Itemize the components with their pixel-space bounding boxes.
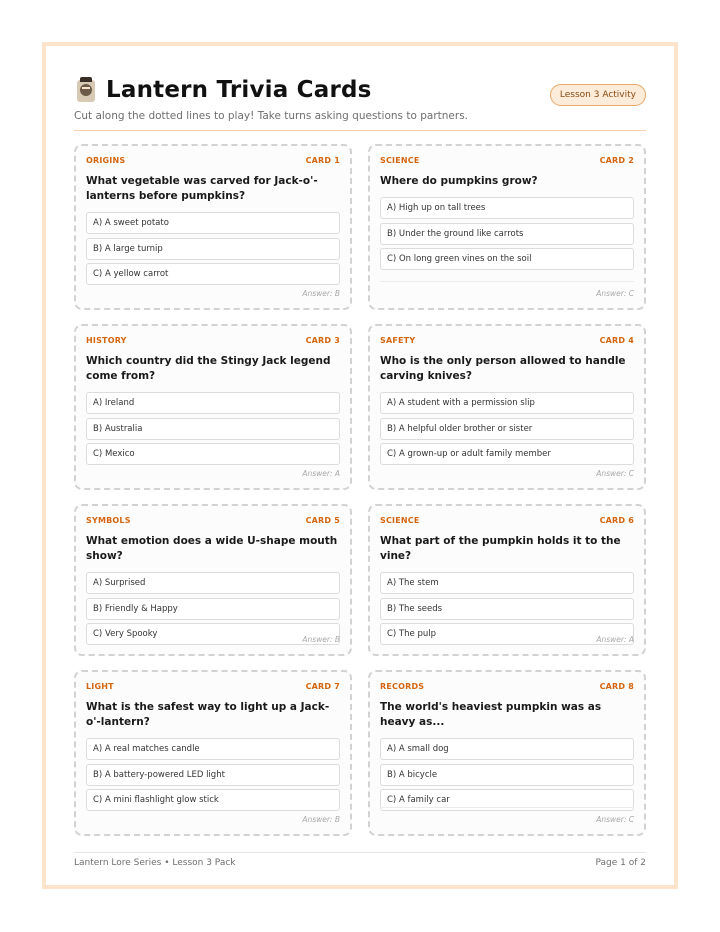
answer-option-a[interactable]: A) Ireland — [86, 392, 340, 414]
answer-option-b[interactable]: B) Under the ground like carrots — [380, 223, 634, 245]
card-number: CARD 7 — [305, 682, 340, 691]
card-category: LIGHT — [86, 682, 114, 691]
card-category: ORIGINS — [86, 156, 126, 165]
trivia-card-7[interactable] — [74, 670, 352, 836]
card-answer: Answer: A — [302, 469, 340, 478]
footer-divider — [74, 852, 646, 853]
trivia-card-4[interactable] — [368, 324, 646, 490]
card-category: HISTORY — [86, 336, 127, 345]
answer-option-b[interactable]: B) A large turnip — [86, 238, 340, 260]
card-number: CARD 4 — [599, 336, 634, 345]
trivia-card-1[interactable] — [74, 144, 352, 310]
card-answer: Answer: A — [596, 635, 634, 644]
card-answer: Answer: C — [596, 289, 634, 298]
card-number: CARD 1 — [305, 156, 340, 165]
card-number: CARD 8 — [599, 682, 634, 691]
answer-divider — [380, 807, 634, 808]
card-answer: Answer: B — [302, 635, 340, 644]
answer-option-c[interactable]: C) Mexico — [86, 443, 340, 465]
card-answer: Answer: C — [596, 815, 634, 824]
answer-option-a[interactable]: A) A student with a permission slip — [380, 392, 634, 414]
answer-option-a[interactable]: A) A sweet potato — [86, 212, 340, 234]
answer-option-b[interactable]: B) Friendly & Happy — [86, 598, 340, 620]
answer-option-c[interactable]: C) Very Spooky — [86, 623, 340, 645]
page-number: Page 1 of 2 — [595, 858, 646, 868]
card-number: CARD 5 — [305, 516, 340, 525]
answer-option-b[interactable]: B) A battery-powered LED light — [86, 764, 340, 786]
answer-option-a[interactable]: A) The stem — [380, 572, 634, 594]
trivia-card-2[interactable] — [368, 144, 646, 310]
answer-option-b[interactable]: B) A helpful older brother or sister — [380, 418, 634, 440]
trivia-card-6[interactable] — [368, 504, 646, 656]
answer-option-a[interactable]: A) A small dog — [380, 738, 634, 760]
card-answer: Answer: C — [596, 469, 634, 478]
answer-option-a[interactable]: A) Surprised — [86, 572, 340, 594]
card-question: The world's heaviest pumpkin was as heavy as... — [380, 701, 602, 728]
page-header — [74, 72, 646, 122]
answer-option-b[interactable]: B) The seeds — [380, 598, 634, 620]
trivia-card-3[interactable] — [74, 324, 352, 490]
header-divider — [74, 130, 646, 131]
trivia-card-8[interactable] — [368, 670, 646, 836]
card-number: CARD 2 — [599, 156, 634, 165]
page-subtitle: Cut along the dotted lines to play! Take turns asking questions to partners. — [74, 110, 469, 122]
lesson-badge: Lesson 3 Activity — [550, 84, 646, 106]
answer-option-a[interactable]: A) A real matches candle — [86, 738, 340, 760]
card-category: SYMBOLS — [86, 516, 131, 525]
answer-option-c[interactable]: C) The pulp — [380, 623, 634, 645]
footer-series: Lantern Lore Series • Lesson 3 Pack — [74, 858, 236, 868]
answer-option-b[interactable]: B) A bicycle — [380, 764, 634, 786]
card-question: Where do pumpkins grow? — [380, 175, 538, 187]
answer-option-c[interactable]: C) A family car — [380, 789, 634, 811]
card-number: CARD 3 — [305, 336, 340, 345]
worksheet-page — [42, 42, 678, 889]
card-question: Who is the only person allowed to handle carving knives? — [380, 355, 626, 382]
card-category: SAFETY — [380, 336, 416, 345]
page-footer — [74, 858, 646, 868]
answer-option-c[interactable]: C) A grown-up or adult family member — [380, 443, 634, 465]
card-question: What vegetable was carved for Jack-o'-lanterns before pumpkins? — [86, 175, 318, 202]
card-question: What is the safest way to light up a Jack-o'-lantern? — [86, 701, 330, 728]
card-question: Which country did the Stingy Jack legend come from? — [86, 355, 331, 382]
card-answer: Answer: B — [302, 289, 340, 298]
answer-option-c[interactable]: C) A mini flashlight glow stick — [86, 789, 340, 811]
trivia-card-5[interactable] — [74, 504, 352, 656]
answer-divider — [380, 281, 634, 282]
answer-option-b[interactable]: B) Australia — [86, 418, 340, 440]
answer-option-c[interactable]: C) On long green vines on the soil — [380, 248, 634, 270]
card-category: RECORDS — [380, 682, 425, 691]
card-category: SCIENCE — [380, 516, 420, 525]
page-title: Lantern Trivia Cards — [106, 77, 372, 103]
card-answer: Answer: B — [302, 815, 340, 824]
card-category: SCIENCE — [380, 156, 420, 165]
answer-option-a[interactable]: A) High up on tall trees — [380, 197, 634, 219]
card-question: What part of the pumpkin holds it to the vine? — [380, 535, 621, 562]
lantern-mascot-icon — [74, 76, 98, 104]
card-number: CARD 6 — [599, 516, 634, 525]
answer-option-c[interactable]: C) A yellow carrot — [86, 263, 340, 285]
card-question: What emotion does a wide U-shape mouth show? — [86, 535, 338, 562]
